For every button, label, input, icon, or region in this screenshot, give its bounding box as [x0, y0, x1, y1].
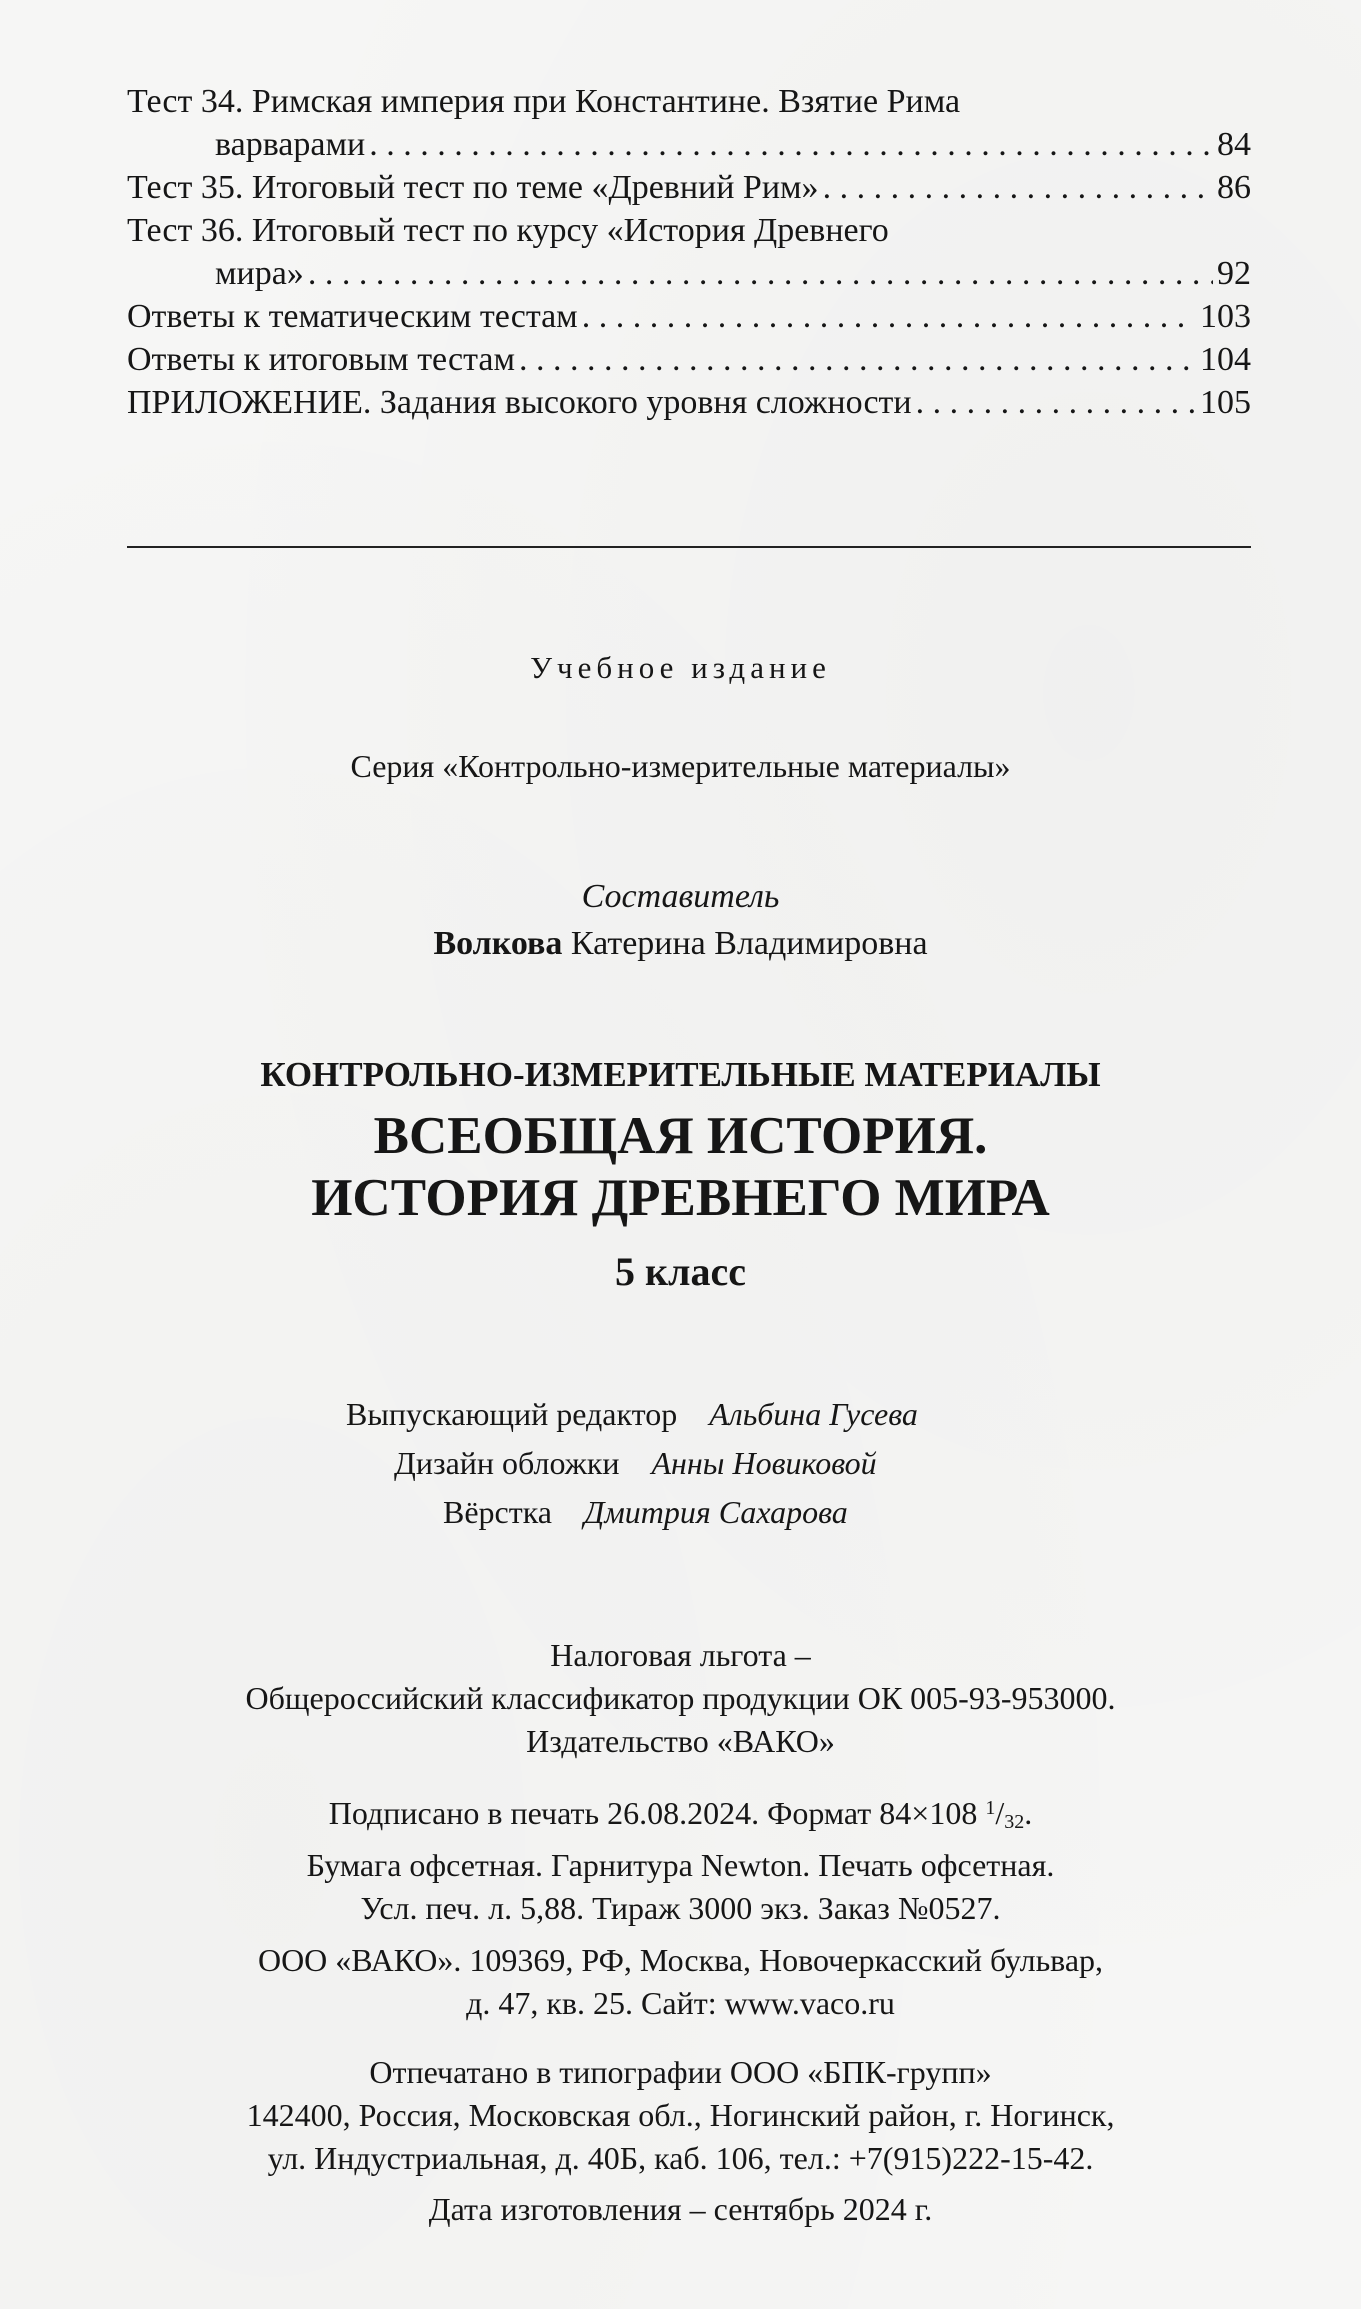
credit-person: Анны Новиковой: [651, 1445, 877, 1481]
toc-page-number: 92: [1217, 255, 1251, 292]
toc-entry: [127, 338, 1251, 381]
toc-leader-dots: [823, 166, 1213, 209]
toc-entry-title-continued: варварами: [215, 126, 366, 163]
toc-entry: [127, 80, 1251, 166]
credit-cover-design: [346, 1439, 918, 1488]
toc-entry-title: Тест 34. Римская империя при Константине. Взятие Рима: [127, 83, 961, 120]
toc-leader-dots: [519, 338, 1196, 381]
credit-role: Дизайн обложки: [394, 1445, 620, 1481]
toc-entry-title: Тест 35. Итоговый тест по теме «Древний Рим»: [127, 169, 819, 206]
table-of-contents: [127, 80, 1251, 424]
toc-entry-title-continued: мира»: [215, 255, 304, 292]
publisher-info: ООО «ВАКО». 109369, РФ, Москва, Новочеркасский бульвар, д. 47, кв. 25. Сайт: www.vaco.ru: [257, 1942, 1104, 2021]
credit-role: Выпускающий редактор: [346, 1396, 678, 1432]
compiler-surname: Волкова: [433, 925, 563, 962]
toc-page-number: 104: [1200, 341, 1251, 378]
print-info: Подписано в печать 26.08.2024. Формат 84×108 $^1/_{32}$. Бумага офсетная. Гарнитура Newton. Печать офсетная. Усл. печ. л. 5,88. Тираж 3000 экз. Заказ №0527.: [0, 1787, 1361, 1930]
horizontal-divider: [127, 546, 1251, 548]
toc-entry-title: Ответы к тематическим тестам: [127, 298, 578, 335]
toc-page-number: 84: [1217, 126, 1251, 163]
format-fraction-denominator: 32: [1004, 1811, 1025, 1833]
toc-entry: [127, 209, 1251, 295]
toc-page-number: 86: [1217, 169, 1251, 206]
toc-entry-title: Ответы к итоговым тестам: [127, 341, 515, 378]
series-title: КОНТРОЛЬНО-ИЗМЕРИТЕЛЬНЫЕ МАТЕРИАЛЫ: [260, 1055, 1101, 1094]
edition-type: Учебное издание: [530, 650, 831, 685]
book-title: [0, 1105, 1361, 1229]
format-fraction-numerator: 1: [985, 1797, 996, 1819]
toc-page-number: 103: [1200, 298, 1251, 335]
printer-info: Отпечатано в типографии ООО «БПК-групп» 142400, Россия, Московская обл., Ногинский район, г. Ногинск, ул. Индустриальная, д. 40Б, каб. 106, тел.: +7(915)222-15-42.: [246, 2054, 1115, 2176]
book-title-line-1: ВСЕОБЩАЯ ИСТОРИЯ.: [373, 1107, 988, 1165]
book-title-line-2: ИСТОРИЯ ДРЕВНЕГО МИРА: [311, 1169, 1050, 1227]
tax-info: Налоговая льгота – Общероссийский классификатор продукции ОК 005-93-953000. Издательство «ВАКО»: [245, 1637, 1116, 1759]
credit-person: Альбина Гусева: [709, 1396, 918, 1432]
credit-role: Вёрстка: [443, 1494, 552, 1530]
compiler-name: [0, 925, 1361, 963]
manufacture-date: Дата изготовления – сентябрь 2024 г.: [428, 2191, 933, 2227]
toc-page-number: 105: [1200, 384, 1251, 421]
grade-label: 5 класс: [615, 1249, 746, 1294]
print-signed-line: Подписано в печать 26.08.2024. Формат 84×108 $^1/_{32}$.: [328, 1795, 1033, 1833]
compiler-label: Составитель: [581, 878, 780, 915]
credit-layout: [346, 1488, 918, 1537]
toc-leader-dots: [916, 381, 1196, 424]
credits: [346, 1390, 918, 1537]
toc-entry: [127, 166, 1251, 209]
series-name: Серия «Контрольно-измерительные материалы»: [350, 748, 1011, 784]
toc-entry: [127, 381, 1251, 424]
toc-leader-dots: [369, 123, 1213, 166]
toc-entry-title: Тест 36. Итоговый тест по курсу «История Древнего: [127, 212, 889, 249]
compiler-given-name: Катерина Владимировна: [570, 925, 928, 962]
credit-person: Дмитрия Сахарова: [584, 1494, 848, 1530]
toc-entry-title: ПРИЛОЖЕНИЕ. Задания высокого уровня сложности: [127, 384, 912, 421]
toc-leader-dots: [308, 252, 1213, 295]
toc-leader-dots: [582, 295, 1196, 338]
credit-editor: [346, 1390, 918, 1439]
toc-entry: [127, 295, 1251, 338]
